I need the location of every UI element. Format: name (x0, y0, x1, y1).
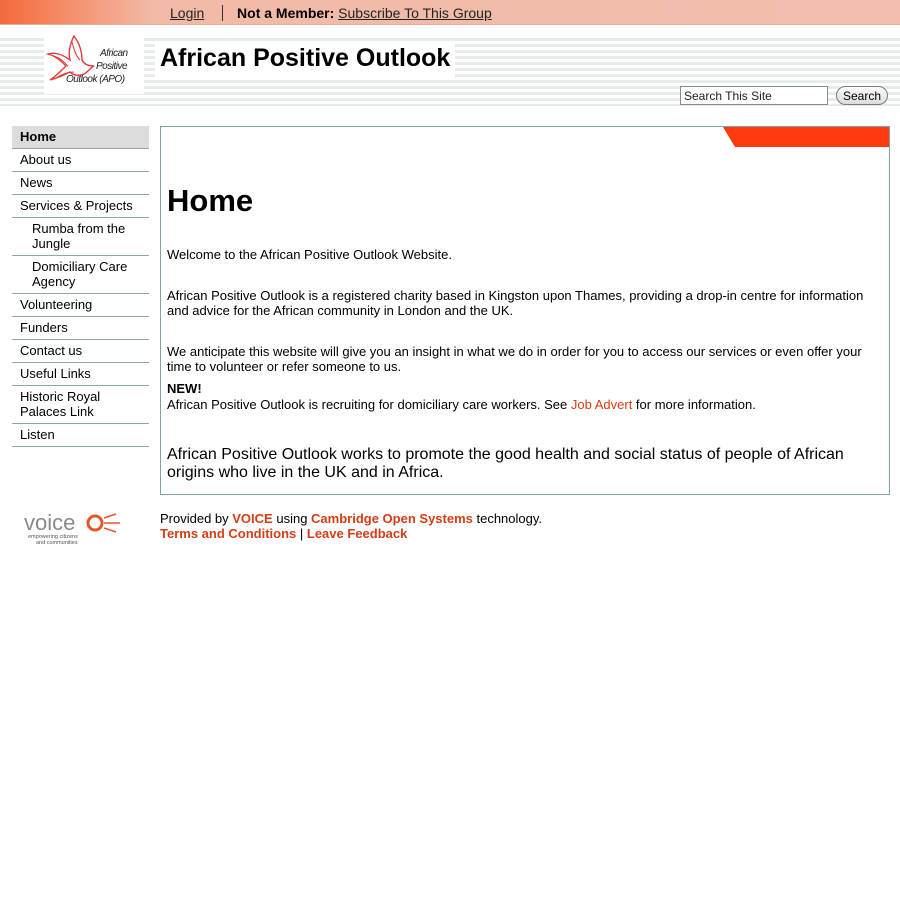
intro-text: We anticipate this website will give you an insight in what we do in order for you to access our services or even offer your time to volunteer or refer someone to us. (167, 344, 862, 374)
sidebar-item-home[interactable]: Home (12, 126, 149, 149)
logo-line-1: African (100, 48, 128, 59)
sidebar-item-listen[interactable]: Listen (12, 424, 149, 447)
not-member-label: Not a Member: (237, 5, 335, 21)
provided-by-text: Provided by (160, 511, 233, 526)
sidebar-item-domiciliary-care-agency[interactable]: Domiciliary Care Agency (12, 256, 149, 294)
voice-tagline-1: empowering citizens (28, 534, 78, 540)
site-title: African Positive Outlook (160, 44, 451, 72)
site-header (0, 38, 900, 106)
new-label: NEW! (167, 381, 202, 396)
sidebar-item-rumba-from-the-jungle[interactable]: Rumba from the Jungle (12, 218, 149, 256)
logo-line-3: Outlook (APO) (66, 74, 125, 85)
apo-logo[interactable] (44, 32, 144, 94)
sidebar-item-volunteering[interactable]: Volunteering (12, 294, 149, 317)
recruiting-text: African Positive Outlook is recruiting for domiciliary care workers. See (167, 397, 571, 412)
login-link[interactable]: Login (170, 5, 205, 21)
topbar-divider (222, 5, 223, 21)
subscribe-link[interactable]: Subscribe To This Group (338, 5, 492, 21)
terms-link[interactable]: Terms and Conditions (160, 526, 297, 541)
sidebar-item-contact-us[interactable]: Contact us (12, 340, 149, 363)
footer-links (160, 526, 542, 541)
search-button[interactable]: Search (836, 86, 888, 105)
sidebar-nav (12, 126, 149, 447)
using-text: using (272, 511, 312, 526)
voice-logo[interactable] (24, 510, 124, 546)
sidebar-item-useful-links[interactable]: Useful Links (12, 363, 149, 386)
charity-description: African Positive Outlook is a registered charity based in Kingston upon Thames, providing a drop-in centre for information and advice for the African community in London and the UK. (167, 288, 864, 318)
feedback-link[interactable]: Leave Feedback (306, 526, 408, 541)
footer (160, 511, 542, 541)
voice-logo-text: voice (24, 510, 76, 535)
member-bar (170, 5, 492, 21)
sidebar-item-funders[interactable]: Funders (12, 317, 149, 340)
sidebar-item-news[interactable]: News (12, 172, 149, 195)
sidebar-item-historic-royal-palaces-link[interactable]: Historic Royal Palaces Link (12, 386, 149, 424)
technology-text: technology. (472, 511, 543, 526)
voice-link[interactable]: VOICE (232, 511, 273, 526)
sidebar-item-services-projects[interactable]: Services & Projects (12, 195, 149, 218)
logo-line-2: Positive (96, 61, 128, 72)
welcome-text: Welcome to the African Positive Outlook Website. (167, 247, 452, 262)
mission-statement: African Positive Outlook works to promote the good health and social status of people of African origins who live in the UK and in Africa. (167, 446, 844, 481)
sidebar-item-about-us[interactable]: About us (12, 149, 149, 172)
recruiting-text-end: for more information. (632, 397, 756, 412)
search-input[interactable] (680, 86, 828, 105)
corner-accent-shape (723, 127, 889, 147)
voice-tagline-2: and communities (36, 540, 78, 546)
recruiting-notice (167, 397, 879, 412)
footer-separator: | (296, 526, 307, 541)
page-title: Home (167, 183, 254, 218)
main-content (160, 126, 890, 495)
job-advert-link[interactable]: Job Advert (570, 397, 633, 412)
cambridge-open-systems-link[interactable]: Cambridge Open Systems (311, 511, 473, 526)
provided-by-line (160, 511, 542, 526)
top-bar (0, 0, 900, 25)
